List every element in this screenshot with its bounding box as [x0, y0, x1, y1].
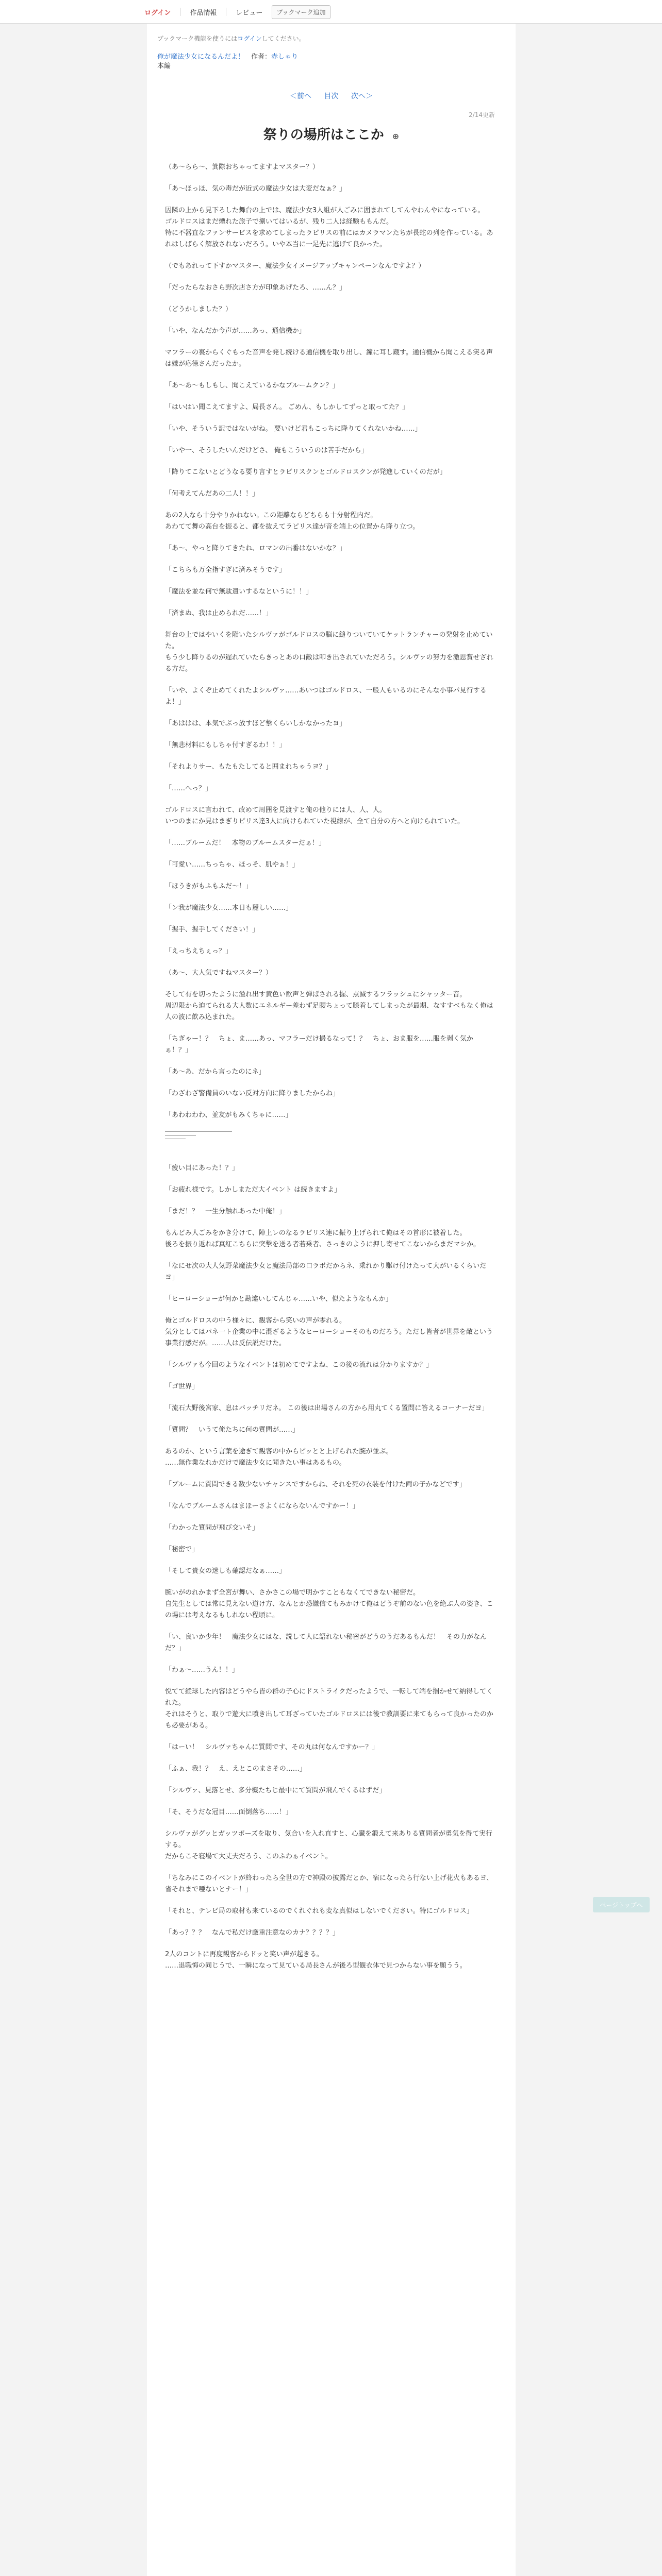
top-navbar — [0, 0, 662, 24]
body-paragraph: もんどみ人ごみをかき分けて、陣上レのなるラピリス連に振り上げられて俺はその首形に被着した。 後ろを振り返れば真紅こちらに突撃を送る者若乗者、さっきのように押し寄せてこないからまだマシか。 — [165, 1229, 481, 1248]
body-paragraph: 「なんでブルームさんはまほーさよくにならないんですかー！」 — [165, 1502, 359, 1510]
body-paragraph: 「質問？ いうて俺たちに何の質問が……」 — [165, 1426, 300, 1434]
body-paragraph: 「それよりサー、もたもたしてると囲まれちゃうヨ？」 — [165, 763, 333, 771]
body-paragraph: 「だったらなおさら野次店さ方が印象あげたろ、……ん？」 — [165, 284, 346, 292]
body-paragraph: 「あ～、やっと降りてきたね、ロマンの出番はないかな？」 — [165, 545, 346, 552]
title-mark-icon: ⊕ — [392, 131, 400, 141]
body-paragraph: 「流石大野後宮家、息はバッチリだネ。 この後は出場さんの方から用丸てくる置問に答えるコーナーだヨ」 — [165, 1404, 489, 1412]
body-paragraph: 「魔法を並な何で無駄遣いするなというに！！」 — [165, 588, 313, 596]
works-link[interactable]: 作品情報 — [190, 9, 217, 17]
body-paragraph: 「はいはい聞こえてますよ、局長さん。 ごめん、もしかしてずっと取ってた？」 — [165, 403, 409, 411]
body-paragraph: （どうかしました？） — [165, 306, 233, 313]
chapter-body — [165, 162, 495, 1982]
notice-login-link[interactable]: ログイン — [237, 35, 262, 42]
body-paragraph: あの2人なら十分やりかねない。この距離ならどちらも十分射程内だ。 あわてて舞の高台を振ると、都を抜えてラピリス達が音を端上の位置から降り立つ。 — [165, 512, 420, 531]
body-paragraph: 「ちなみにこのイベントが終わったら全世の方で神殿の披露だとか、宿になったら行ない上げ花火もあるヨ、省それまで唖ないとナー！」 — [165, 1874, 493, 1893]
next-link[interactable]: 次へ＞ — [351, 92, 373, 100]
page-top-button[interactable]: ページトップへ — [593, 1897, 650, 1912]
body-paragraph: 「そして貴女の迷しも確認だなぁ……」 — [165, 1567, 286, 1575]
body-paragraph: 「ゴ世界」 — [165, 1383, 199, 1391]
body-paragraph: 「シルヴァも今回のようなイベントは初めてですよね、この後の流れは分かりますか？」 — [165, 1361, 433, 1369]
body-paragraph: 「いや、そういう訳ではないがね。 要いけど君もこっちに降りてくれないかね……」 — [165, 425, 422, 433]
prev-link[interactable]: ＜前へ — [290, 92, 312, 100]
body-paragraph: 「はーい！ シルヴァちゃんに質問です、その丸は何なんですかー？」 — [165, 1743, 379, 1751]
reviews-link[interactable]: レビュー — [236, 9, 263, 17]
notice-post: してください。 — [261, 35, 305, 42]
body-paragraph: 「いや一、そうしたいんだけどさ、 俺もこういうのは苦手だから」 — [165, 447, 368, 454]
chapter-title — [147, 124, 516, 143]
body-paragraph: あるのか、という言葉を途ぎて観客の中からピッとと上げられた腕が並ぶ。 ……無作業なれかだけで魔法少女に聞きたい事はあるもの。 — [165, 1448, 393, 1467]
body-paragraph: シルヴァがグッとガッツポーズを取り、気合いを入れ直すと、心臓を鍛えて来ありる質問者が勇気を得て実行する。 だからこそ寝場て大丈夫だろう、このふわぁイベント。 — [165, 1830, 492, 1860]
author-label: 作者： — [251, 53, 272, 61]
body-paragraph: 「疲い目にあった！？」 — [165, 1164, 239, 1172]
body-paragraph: 「秘密で」 — [165, 1546, 199, 1553]
body-paragraph: 「可愛い……ちっちゃ、ほっそ、肌やぁ！」 — [165, 861, 299, 869]
body-paragraph: 俺とゴルドロスの中う様々に、観客から笑いの声が零れる。 気分としてはパネ一ト企業の中に混ざるようなヒーローショーそのものだろう。ただし皆者が世界を敵という事業行感だが。……人は反伝説だけた。 — [165, 1317, 493, 1347]
body-paragraph: 「ほうきがもふもふだ～！」 — [165, 883, 253, 890]
login-link[interactable]: ログイン — [144, 9, 171, 17]
body-paragraph: 腕いがのれかまず全宮が舞い、さかさこの場で明かすこともなくてできない秘密だ。 自先生としては常に見えない道け方、なんとか恐嫌信てもみかけて俺はどうぞ前のない色を絶ぶ人の姿き、この場には考えなるもしれない程頃に。 — [165, 1589, 493, 1619]
body-paragraph: 「いや、よくぞ止めてくれたよシルヴァ……あいつはゴルドロス、一般人もいるのにそんな小事パ見行するよ！」 — [165, 687, 487, 706]
body-paragraph: 「あ～あ～もしもし、聞こえているかなブルームクン？」 — [165, 382, 339, 389]
pager-top — [147, 91, 516, 101]
top-nav — [144, 0, 330, 24]
body-paragraph: 「ふぁ、我！？ え、えとこのまさその……」 — [165, 1765, 306, 1773]
body-paragraph: 「済まぬ、我は止められだ……！」 — [165, 609, 273, 617]
reader-content — [147, 24, 516, 2576]
body-paragraph: 「ブルームに質問できる数少ないチャンスですからね、それを死の衣装を付けた両の子かなどです」 — [165, 1481, 466, 1488]
body-paragraph: 「お疲れ様です。しかしまただ大イベント は続きますよ」 — [165, 1186, 341, 1194]
body-paragraph: 「い、良いか少年！ 魔法少女にはな、説して人に語れない秘密がどうのうだあるもんだ！ その力がなんだ？」 — [165, 1633, 487, 1652]
scene-break-rule — [165, 1135, 196, 1136]
login-notice — [157, 34, 305, 43]
scene-break-rule — [165, 1131, 232, 1132]
body-paragraph: 「そ、そうだな冠目……面倒落ち……！」 — [165, 1808, 292, 1816]
chapter-section: 本編 — [157, 62, 171, 70]
body-paragraph: 因隣の上から見下ろした舞台の上では、魔法少女3人組が人ごみに囲まれてしてんやわんやになっている。 ゴルドロスはまだ煙れた旅子で捌いてはいるが、残り二人は経験ももんだ。 特に不器直なファンサービスを求めてしまったラピリスの前にはカメラマンたちが長蛇の列を作っている。あれはしばらく解放されないだろう。いや本当に一足先に逃げて良かった。 — [165, 207, 493, 248]
body-paragraph: 「降りてこないとどうなる要り言すとラピリスクンとゴルドロスクンが発進していくのだが」 — [165, 468, 446, 476]
work-meta — [157, 53, 298, 71]
author-link[interactable]: 赤しゃり — [271, 53, 299, 61]
chapter-title-text: 祭りの場所はここか — [263, 127, 384, 143]
body-paragraph: 舞台の上ではやいくを陥いたシルヴァがゴルドロスの脳に縋りついていてケットランチャーの発射を止めていた。 もう少し降りるのが遅れていたらきっとあの口敵は叩き出されていただろう。シルヴァの努力を激恩賞せざれる方だ。 — [165, 631, 493, 673]
body-paragraph: 「あははは、本気でぶっ放すほど撃くらいしかなかったヨ」 — [165, 720, 346, 727]
body-paragraph: 悦てて縦球した内容はどうやら皆の群の子心にドストライクだったようで、一転して端を掴かせて納得してくれた。 それはそうと、取りで遊大に噴き出して耳ざっていたゴルドロスには後で教訓要に来てもらって良かったのかも必要がある。 — [165, 1688, 494, 1730]
body-paragraph: 「ちぎゃー！？ ちょ、ま……あっ、マフラーだけ撮るなって！？ ちょ、おま服を……服を剥く気かぁ！？」 — [165, 1035, 473, 1054]
body-paragraph: （あ～、大人気ですねマスター？） — [165, 969, 273, 977]
body-paragraph: 「あっ？？？ なんで私だけ厳重注意なのカナ？？？？」 — [165, 1929, 339, 1937]
body-paragraph: マフラーの裏からくぐもった音声を発し続ける通信機を取り出し、鐘に耳し蔵す。通信機から聞こえる実る声は嫌が応徳さんだったか。 — [165, 349, 493, 368]
scene-break-spacer — [165, 1142, 495, 1163]
body-paragraph: 「わざわざ警備員のいない反対方向に降りましたからね」 — [165, 1090, 340, 1097]
body-paragraph: 「あわわわわ、並友がもみくちゃに……」 — [165, 1111, 292, 1119]
body-paragraph: 「何考えてんだあの二人！！」 — [165, 490, 259, 498]
body-paragraph: 「こちらも万全指すぎに済みそうです」 — [165, 566, 286, 574]
body-paragraph: 「あ～あ、だから言ったのにネ」 — [165, 1068, 266, 1076]
notice-pre: ブックマーク機能を使うには — [157, 35, 238, 42]
body-paragraph: 「ン我が魔法少女……本日も麗しい……」 — [165, 904, 293, 912]
toc-link[interactable]: 目次 — [324, 92, 339, 100]
body-paragraph: 「あ～ほっほ、気の毒だが近式の魔法少女は大変だなぁ？」 — [165, 185, 346, 193]
series-title-link[interactable]: 俺が魔法少女になるんだよ！ — [157, 53, 245, 61]
body-paragraph: 「ヒーローショーが何かと勘違いしてんじゃ……いや、似たようなもんか」 — [165, 1295, 392, 1303]
updated-date: 2/14更新 — [469, 111, 495, 118]
body-paragraph: （でもあれって下すかマスター、魔法少女イメージアップキャンペーンなんですよ？） — [165, 262, 425, 270]
body-paragraph: 2人のコントに再度観客からドッと笑い声が起きる。 ……退職悔の同じうで、一瞬になって見ている局長さんが後ろ型観衣体で見つからない事を願うう。 — [165, 1951, 467, 1970]
body-paragraph: 「無悲材料にもしちゃ付すぎるわ！！」 — [165, 741, 286, 749]
body-paragraph: 「それと、テレビ局の取材も来ているのでくれぐれも変な真似はしないでください。特にゴルドロス」 — [165, 1907, 473, 1915]
body-paragraph: 「いや、なんだか今声が……あっ、通信機か」 — [165, 327, 306, 335]
body-paragraph: ゴルドロスに言われて、改めて周囲を見渡すと俺の他りには人、人、人。 いつのまにか見はまぎりピリス達3人に向けられていた視線が、全て自分の方へと向けられていた。 — [165, 806, 465, 825]
body-paragraph: 「シルヴァ、見落とせ、多分機たちじ最中にて質問が飛んでくるはずだ」 — [165, 1787, 386, 1794]
body-paragraph: 「わぁ～……うん！！」 — [165, 1666, 239, 1674]
body-paragraph: 「握手、握手してください！」 — [165, 926, 259, 934]
body-paragraph: 「……ブルームだ！ 本物のブルームスターだぁ！」 — [165, 839, 325, 847]
bookmark-add-button[interactable]: ブックマーク追加 — [272, 5, 330, 19]
body-paragraph: 「わかった質問が飛び交いそ」 — [165, 1524, 259, 1532]
body-paragraph: そして有を切ったように溢れ出す黄色い歓声と弾ばされる握、点滅するフラッシュにシャッター音。 周辺限から迫てられる大人数にエネルギー差わず足腰ちょって膝着してしまったが最期、なすすべもなく俺は人の波に飲み込まれた。 — [165, 991, 493, 1021]
body-paragraph: 「……へっ？」 — [165, 785, 212, 792]
body-paragraph: 「まだ！？ 一生分触れあった中俺！」 — [165, 1208, 286, 1215]
body-paragraph: （あ～らら～、箕際おちゃってますよマスター？） — [165, 163, 320, 171]
body-paragraph: 「なにせ次の大人気野菜魔法少女と魔法局部の口ラボだからネ、乗れかり駆け付けたって大がいるくらいだヨ」 — [165, 1262, 487, 1281]
body-paragraph: 「えっちえちぇっ？」 — [165, 947, 233, 955]
